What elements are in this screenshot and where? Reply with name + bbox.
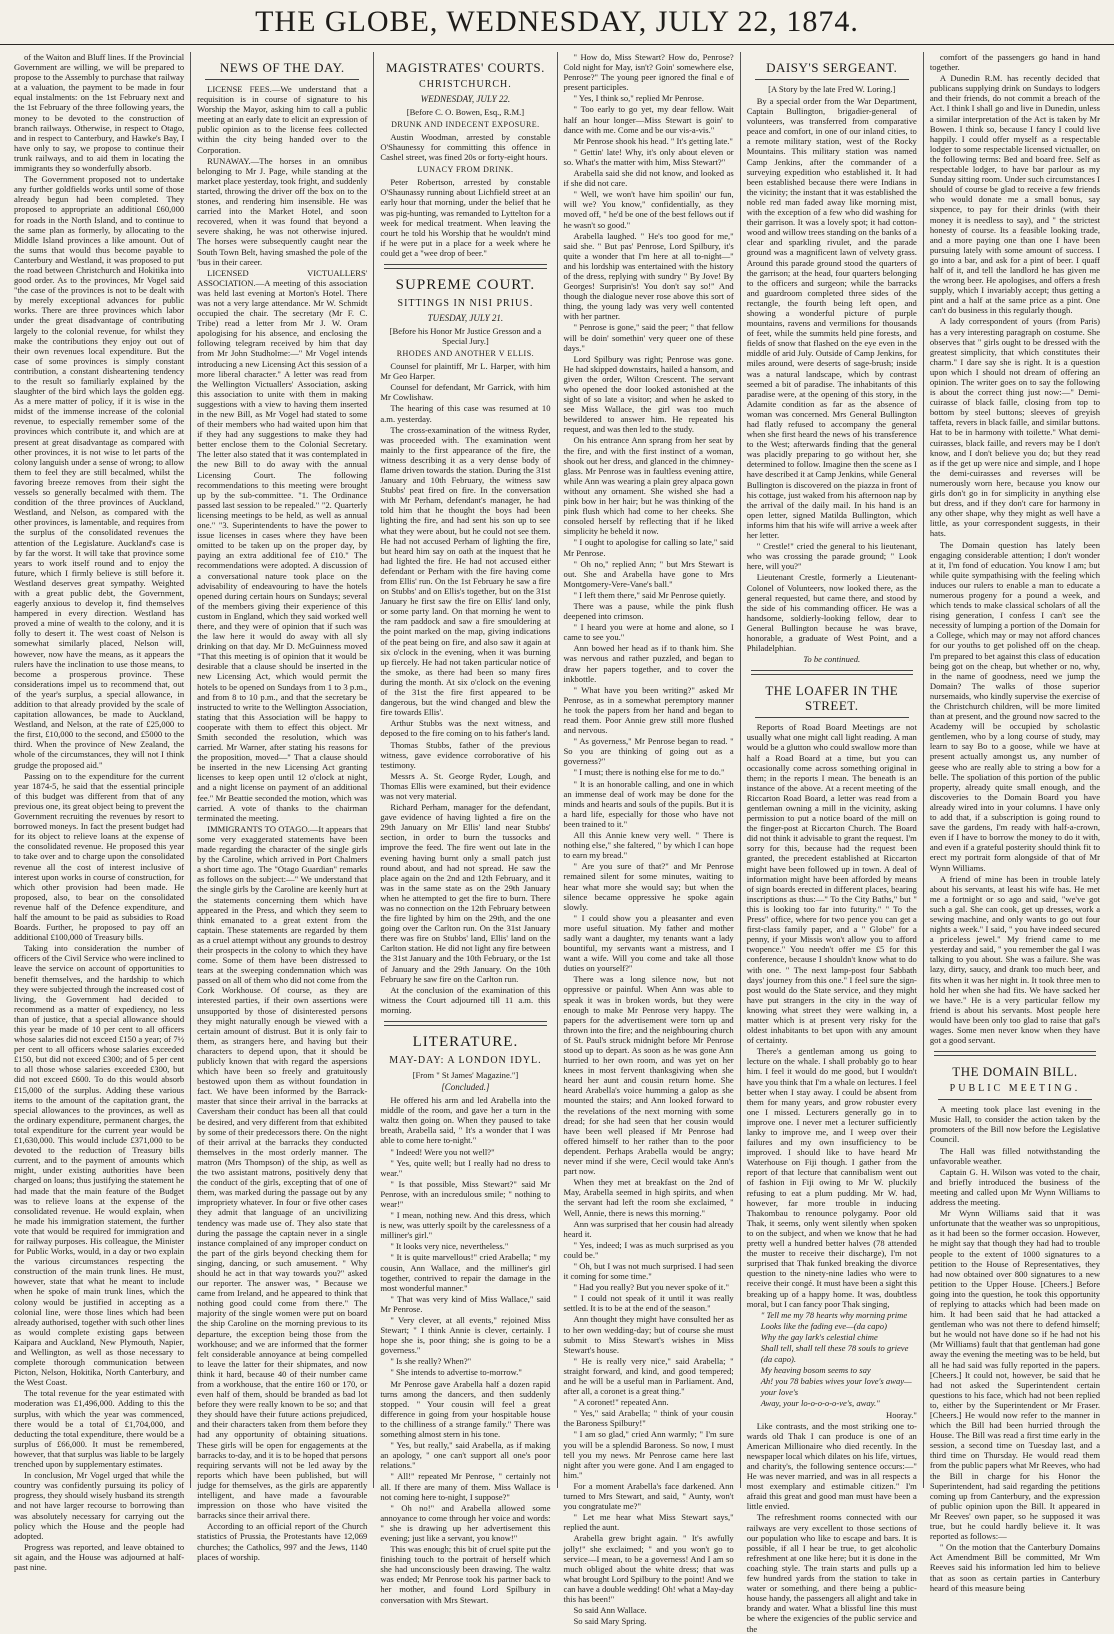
paragraph: " A coronet!" repeated Ann. xyxy=(573,1397,669,1408)
case-title: DRUNK AND INDECENT EXPOSURE. xyxy=(391,120,540,129)
paragraph: The Hall was filled notwithstanding the unfavorable weather. xyxy=(929,1145,1101,1166)
case-text: Austin Woodman, arrested by constable O'Shaunessy for committing this offence in Cashel street, was fined 20s or forty-eight hours. xyxy=(380,132,551,163)
poem xyxy=(747,1310,917,1409)
paragraph: The refreshment rooms connected with our railways are very excellent to those sections of our population who like to escape and bars. It is possible, if all I hear be true, to get alcoholic refreshment at one like here; but it is done in the coaching style. The train starts and pulls up a few hundred yards from the station to take in water or something, and there being a public-house handy, the passengers all alight and take in brandy and water. What a blissful line this must be where the exigencies of the public service and the xyxy=(746,1512,917,1634)
paragraph: " I ought to apologise for calling so late," said Mr Penrose. xyxy=(563,537,734,558)
paragraph: There was a long silence now, but not oppressive or painful. When Ann was able to speak it was in broken words, but they were enough to make Mr Penrose very happy. The papers for the advertisement were torn up and thrown into the fire; and the neighbouring church of St. Paul's struck midnight before Mr Penrose stood up to depart. As soon as he was gone Ann hurried to her own room, and was yet on her knees in most fervent thanksgiving when she heard her aunt and cousin return home. She heard Arabella's voice humming a galop as she mounted the stairs; and Ann looked forward to the revelations of the next morning with some dread; for she had seen that her cousin would have been well pleased if Mr Penrose had offered himself to her rather than to the poor dependent. Perhaps Arabella would be angry; never mind if she were, Cecil would take Ann's part now. xyxy=(563,974,734,1177)
paragraph: The Government proposed not to undertake any further goldfields works until some of those already begun had been completed. They proposed to appropriate an additional £60,000 for roads in the North Island, and to continue to the same plan as formerly, by allocating to the Middle Island provinces a like amount. Out of the sums that would thus become payable to Canterbury and Westland, it was proposed to put the road between Christchurch and Hokitika into good order. As to the provinces, Mr Vogel said "the case of the provinces is not to be dealt with by merely exceptional advances for public works. There are three provinces which labor under the great disadvantage of contributing largely to the colonial revenue, for whilst they make the contributions they enjoy out out of their own revenues local expenditure. But the case of some provinces is simply constant contribution, a constant disheartening tendency to the result so familiarly explained by the slaughter of the bird which lays the golden egg. As a mere matter of policy, if it is wise in the midst of the immense increase of the colonial revenue, to especially remember some of the provinces which contribute it, and which are at present at great disadvantage as compared with other provinces, it is not wise to let parts of the colony languish under a sense of wrong; to allow them to feel they are still becalmed, whilst the favoring breeze removes from their sight the vessels so generally becalmed with them. The condition of the three provinces of Auckland, Westland, and Nelson, as compared with the other provinces, is lamentable, and requires from the surplus of the consolidated revenues the attention of the Legislature. Auckland's case is by far the worst. It will take that province some years to work itself round and to enjoy the future, which I firmly believe is still before it. Westland deserves great sympathy. Weighted with a great public debt, the Government, eagerly anxious to develop it, find themselves hampered in every direction. Westland has proved a mine of wealth to the colony, and it is folly to desert it. The west coast of Nelson is somewhat similarly placed, Nelson will, however, now have the means, as it appears the rulers have the inclination to use those means, to become a prosperous province. These considerations impel us to recommend that, out of the year's surplus, a special allowance, in addition to that already provided by the scale of capitation allowances, be made to Auckland, Westland, and Nelson, at the rate of £25,000 to the first, £10,000 to the second, and £5000 to the third. When the province of New Zealand, the whole of the circumstances, they will not I think grudge the proposed aid." xyxy=(14,174,185,770)
paragraph: Richard Perham, manager for the defendant, gave evidence of having lighted a fire on the 29th January on Mr Ellis' land near Stubbs' section, in order to burn the tussocks and improve the feed. The fire went out late in the evening having burnt only a small patch just round about, and had not spread. He saw the place again on the 2nd and 12th February, and it was in the same state as on the 29th January when he attempted to get the fire to burn. There was no connection on the 12th February between the fire lighted by him on the 29th, and the one going over the Carlton run. On the 31st January there was fire on Stubbs' land, Ellis' land on the Carlton station. He did not light any fire between the 31st January and the 10th February, or the 1st of January and the 29th January. On the 10th February he saw fire on the Carlton run. xyxy=(380,802,551,984)
paragraph: Looks like the fading eve—(da capo) xyxy=(760,1320,887,1331)
paragraph: There was a pause, while the pink flush deepened into crimson. xyxy=(563,600,734,622)
paragraph: " Is that possible, Miss Stewart?" said Mr Penrose, with an incredulous smile; " nothing to wear!" xyxy=(380,1178,551,1209)
paragraph: " I am so glad," cried Ann warmly; " I'm sure you will be a splendid Baroness. So now, I must tell you my news. Mr Penrose came here last night after you were gone. And I am engaged to him." xyxy=(563,1429,734,1480)
paragraph: " I could show you a pleasanter and even more useful situation. My father and mother sadly want a daughter, my tenants want a lady bountiful, my servants want a mistress, and I want a wife. Will you come and take all those duties on yourself?" xyxy=(563,912,734,974)
paragraph: " Indeed! Were you not well?" xyxy=(390,1146,495,1157)
paragraph: " I mean, nothing new. And this dress, which is new, was utterly spoilt by the carelessness of a milliner's girl." xyxy=(380,1210,551,1241)
paragraph: " Too early to go yet, my dear fellow. Wait half an hour longer—Miss Stewart is goin' to dance with me. Come and be our vis-a-vis." xyxy=(563,104,734,135)
paragraph: " On the motion that the Canterbury Domains Act Amendment Bill be committed, Mr Wm Reeves said his information led him to believe that as soon as certain parties in Canterbury heard of this measure being xyxy=(929,1542,1101,1593)
paragraph: For a moment Arabella's face darkened. Ann turned to Mrs Stewart, and said, " Aunty, won't you congratulate me?" xyxy=(563,1480,734,1512)
paragraph: A lady correspondent of yours (from Paris) has a very interesting paragraph on costume. She observes that " girls ought to be dressed with the greatest simplicity, that which constitutes their charm." I dare say she is right. It is a question upon which I should not dream of offering an opinion. The writer goes on to say the following is about the correct thing just now:—" Demi-cuirasse of black faille, closing from top to bottom by steel buttons; sleeves of greyish taffeta, revers in black faille, and similar buttons. Hat to be in harmony with toilette." What demi-cuirasses, black faille, and revers may be I don't know, and I don't believe you do; but they read as if the get up were nice and simple, and I hope the demi-cuirasses and reverses will be numerously worn here, because you know our girls don't go in for simplicity in anything else but dress, and if they don't care for harmony in any other shape, why they might as well have a little, as your correspondent suggests, in their hats. xyxy=(929,316,1101,539)
paragraph: " Yes, but really," said Arabella, as if making an apology, " one can't support all one's poor relations." xyxy=(380,1440,551,1471)
case-title: RHODES AND ANOTHER V ELLIS. xyxy=(396,349,535,359)
paragraph: A meeting took place last evening in the Music Hall, to consider the action taken by the promoters of the Bill now before the Legislative Council. xyxy=(929,1104,1101,1145)
continued-note: To be continued. xyxy=(803,654,861,665)
paragraph: LICENSED VICTUALLERS' ASSOCIATION.—A meeting of this association was held last evening at Morton's Hotel. There was not a very large attendance. Mr W. Schmidt occupied the chair. The secretary (Mr F. C. Tribe) read a letter from Mr J. W. Oram apologising for his absence, and enclosing the following telegram received by him that day from Mr John Studholme:—" Mr Vogel intends introducing a new Licensing Act this session of a more liberal character." A letter was read from the Wellington Victuallers' Association, asking this association to unite with them in making suggestions with a view to having them inserted in the new Bill, as Mr Vogel had stated to some of their members who had waited upon him that if they had any suggestions to make they had better enclose them to the Colonial Secretary. The letter also stated that it was contemplated in the new Bill to do away with the annual Licensing Court. The following recommendations to this meeting were brought up by the sub-committee. "1. The Ordinance passed last session to be repealed." "2. Quarterly licensing meetings to be held, as well as annual one." "3. Superintendents to have the power to issue licenses in cases where they have been omitted to be taken up on the proper day, by paying an extra additional fee of £10." The recommendations were adopted. A discussion of a conversational nature took place on the advisability of endeavouring to have the hotels opened during certain hours on Sundays; several of the members giving their experience of this custom in England, which they said worked well there, and they were of opinion that if such was the law here it would do away with all sly drinking on that day. Mr D. McGuinness moved "That this meeting is of opinion that it would be desirable that a clause should be inserted in the new Licensing Act, which would permit the hotels to be opened on Sundays from 1 to 3 p.m., and from 8 to 10 p.m., and that the secretary be instructed to write to the Wellington Association, stating that this Association will be happy to cooperate with them to effect this object. Mr Smith seconded the resolution, which was carried. Mr Warner, after stating his reasons for the proposition, moved—" That a clause should be inserted in the new Licensing Act granting licenses to keep open until 12 o'clock at night, and a night license on payment of an additional fee." Mr Beattie seconded the motion, which was carried. A vote of thanks to the chairman terminated the meeting. xyxy=(197,267,368,823)
news-body xyxy=(197,84,367,1562)
paragraph: Thomas Stubbs, father of the previous witness, gave evidence corroborative of his testimony. xyxy=(380,739,551,770)
paragraph: " Yes," said Arabella; " think of your cousin the Baroness Spilbury!" xyxy=(563,1408,734,1429)
case-title: LUNACY FROM DRINK. xyxy=(417,165,514,175)
paragraph: " Let me hear what Miss Stewart says," replied the aunt. xyxy=(563,1512,734,1533)
paragraph: " What have you been writing?" asked Mr Penrose, as in a somewhat peremptory manner he took the papers from her hand and began to read them. Poor Annie grew still more flushed and nervous. xyxy=(563,684,734,736)
story-concluded: [Concluded.] xyxy=(441,1082,490,1093)
paragraph: " Crestle!" cried the general to his lieutenant, who was crossing the parade ground; " Look here, will you?" xyxy=(746,541,917,572)
supreme-court-body xyxy=(380,361,550,1015)
paragraph: " Oh, but I was not much surprised. I had seen it coming for some time." xyxy=(563,1260,734,1282)
divider xyxy=(384,1021,546,1026)
paragraph: Arabella grew bright again. " It's awfully jolly!" she exclaimed; " and you won't go to service—I mean, to be a governess! And I am so much obliged about the white dress; that was what brought Lord Spilbury to the point! And we can have a double wedding! Oh! what a May-day this has been!" xyxy=(563,1533,734,1604)
paragraph: " Is she really? When?" xyxy=(390,1356,472,1367)
paragraph: Lord Spilbury was right; Penrose was gone. He had skipped downstairs, hailed a hansom, and given the order, Wilton Crescent. The servant who opened the door looked astonished at the sight of so late a visitor; and when he asked to see Miss Wallace, the girl was too much bewildered to answer him. He repeated his request, and was then led to the study. xyxy=(563,353,734,435)
paragraph: According to an official report of the Church statistics of Prussia, the Protestants have 12,069 churches; the Catholics, 997 and the Jews, 1140 places of worship. xyxy=(197,1521,368,1562)
paragraph: " I must; there is nothing else for me to do." xyxy=(573,767,725,778)
paragraph: " All!" repeated Mr Penrose, " certainly not all. If there are many of them. Miss Wallace is not coming here to-night, I suppose?" xyxy=(380,1471,551,1502)
paragraph: " Had you really? But you never spoke of it." xyxy=(573,1282,729,1293)
paragraph: Passing on to the expenditure for the current year 1874-5, he said that the essential principle of this budget was different from that of any previous one, its great object being to prevent the Government recruiting the revenues by resort to borrowed moneys. In fact the present budget had for its object to relieve loans at the expense of the consolidated revenue. He proposed this year to take over and to charge upon the consolidated revenue all the cost of interest inclusive of interest upon works in course of construction, for which other provision had been made. He proposed, also, to bear on the consolidated revenue half of the Defence expenditure, and half the amount to be paid as subsidies to Road Boards. Further, he proposed to pay off an additional £100,000 of Treasury bills. xyxy=(14,770,185,943)
case-text: Peter Robertson, arrested by constable O'Shaunassy running about Lichfield street at an early hour that morning, under the belief that he was pig-hunting, was remanded to Lyttelton for a week for medical treatment. When leaving the court he told his Worship that he wouldn't mind if he were put in a place for a week where he could get a "wee drop of beer." xyxy=(380,177,551,258)
paragraph: This was enough; this bit of cruel spite put the finishing touch to the portrait of herself which she had unconsciously been drawing. The waltz was ended; Mr Penrose took his partner back to her mother, and found Lord Spilbury in conversation with Mrs Stewart. xyxy=(380,1544,551,1605)
paragraph: By a special order from the War Department, Captain Bullington, brigadier-general of volunteers, was transferred from comparative peace and comfort, in one of our inland cities, to a remote military station, west of the Rocky Mountains. This military station was named Camp Jenkins, after the commander of a surveying expedition who established it. It had been established because there were Indians in the vicinity; the instant that it was established the noble red man faded away like morning mist, with the exception of a few who did washing for their garrison. It was a lovely spot; it had cotton-wood and willow trees standing on the banks of a clear and sparkling rivulet, and the parade ground was a magnificent lawn of velvety grass. Around this parade ground stood the quarters of the garrison; at the head, four quarters belonging to the officers and surgeon; while the barracks and guardroom completed three sides of the rectangle, the fourth being left open, and showing a wonderful picture of purple mountains, ravens and vermilions for thousands of feet, while the summits held pine forests, and fields of snow that flashed on the eye even in the middle of arid July. Outside of Camp Jenkins, for miles around, were deserts of sage-brush; inside was a natural landscape, which by contrast seemed a bit of paradise. The inhabitants of this paradise were, at the opening of this story, in the Adamite condition as far as the absence of woman was concerned. Mrs General Bullington had flatly refused to accompany the general when she first heard the news of his transference to the West; afterwards finding that the general was placidly preparing to go without her, she determined to follow. Imagine then the scene as I have described it at Camp Jenkins, while General Bullington is discovered on the piazza in front of his cottage, just waked from his afternoon nap by the arrival of the daily mail. In his hand is an open letter, signed Matilda Bullington, which informs him that his wife will arrive a week after her letter. xyxy=(746,96,917,541)
paragraph: Counsel for plaintiff, Mr L. Harper, with him Mr Geo Harper. xyxy=(380,361,551,382)
paragraph: Ann was surprised that her cousin had already heard it. xyxy=(563,1218,734,1239)
paragraph: Counsel for defendant, Mr Garrick, with him Mr Cowlishaw. xyxy=(380,382,551,403)
story-byline: [A Story by the late Fred W. Loring.] xyxy=(768,84,896,94)
loafer-body-continued xyxy=(747,1421,917,1634)
paragraph: Arabella laughed. " He's too good for me," said she. " But pas' Penrose, Lord Spilbury, it's quite a wonder that I'm here at all to-night—" and his lordship was entertained with the history of the dress, replying with sundry " By Jove! By Georges! Surprisin's! You don't say so!" And though the dialogue never rose above this sort of thing, the young lady was very well contented with her partner. xyxy=(563,230,734,322)
paragraph: " Very clever, at all events," rejoined Miss Stewart; " I think Annie is clever, certainly. I hope she is, poor thing; she is going to be a governess." xyxy=(380,1315,551,1356)
poem-ending: Hooray." xyxy=(885,1409,917,1420)
paragraph: A friend of mine has been in trouble lately about his servants, at least his wife has. He met me a fortnight or so ago and said, "we've got such a gal. She can cook, get up dresses, work a sewing machine, and only wants to go out four nights a week." I said, " you have indeed secured a priceless jewel." My friend came to me yesterday and said, " you remember the gal I was talking to you about. She was a failure. She was lazy, dirty, saucy, and drank too much beer, and fits when it was her night in. It took three men to hold her when she had fits. We have sacked her we have." He is a very particular fellow my friend is about his servants. Most people here would have been only too glad to raise that gal's wages. Some men never know when they have got a good servant. xyxy=(929,873,1101,1046)
paragraph: So said Mary Spring. xyxy=(573,1616,647,1627)
paragraph: Why the gay lark's celestial chime xyxy=(760,1331,878,1342)
paragraph: " Tell me my 78 hearts why morning prime xyxy=(760,1309,908,1320)
column-3 xyxy=(374,52,557,1605)
paragraph: Ah! you 78 babies wives your love's away— xyxy=(760,1376,912,1387)
divider xyxy=(934,1051,1096,1056)
paragraph: Reports of Road Board Meetings are not usually what one might call light reading. A man would be a glutton who could swallow more than half a Road Board at a time, but you can occasionally come across something original in them; in the reports I mean. The beneath is an instance of the above. At a recent meeting of the Riccarton Road Board, a letter was read from a gentleman owning a mill in the vicinity, asking permission to put a notice board of the mill on the finger-post at Riccarton Church. The Board did not think it advisable to grant the request. I'm sorry for this, because had the request been granted, the precedent established at Riccarton might have been followed up in town. A deal of information might have been afforded by means of sign boards erected in different places, bearing inscriptions as thus:—" To the City Baths," but " this is looking too far into futurity." " To the Press" office, where for two pence you can get a first-class family paper, and a " Globe" for a penny, if your Missis won't allow you to afford twopence." You needn't offer me £5 for this conference, because I shouldn't know what to do with one. " The next lamp-post four Sabbath days' journey from this one." I feel sure the sign-post would do the State service, and they might have put strangers in the city in the way of knowing what street they were walking in, a matter which is at present very risky for the oldest inhabitants to bet upon with any amount of certainty. xyxy=(746,722,917,1046)
sittings-bench: [Before his Honor Mr Justice Gresson and a Special Jury.] xyxy=(389,326,542,347)
paragraph: He offered his arm and led Arabella into the middle of the room, and gave her a turn in the waltz then going on. When they paused to take breath, Arabella said, " It's a wonder that I was able to come here to-night." xyxy=(380,1095,551,1146)
paragraph: Arthur Stubbs was the next witness, and deposed to the fire coming on to his father's land. xyxy=(380,718,551,739)
paragraph: your love's xyxy=(760,1387,799,1398)
columns xyxy=(8,52,1106,1634)
paragraph: " Penrose is gone," said the peer; " that fellow will be doin' somethin' very queer one of these days." xyxy=(563,322,734,353)
paragraph: On his entrance Ann sprang from her seat by the fire, and with the first instinct of a woman, shook out her dress, and glanced in the chimney-glass. Mr Penrose was in faultless evening attire, while Ann was wearing a plain grey alpaca gown without any ornament. She wished she had a pink bow in her hair; but he was thinking of the pink flush which had come to her cheeks. She consoled herself by reflecting that if he liked simplicity he beheld it now. xyxy=(563,435,734,537)
news-heading: NEWS OF THE DAY. xyxy=(219,60,345,75)
meeting-report xyxy=(930,1104,1100,1593)
public-meeting-heading: PUBLIC MEETING. xyxy=(949,1083,1081,1095)
paragraph: RUNAWAY.—The horses in an omnibus belonging to Mr J. Page, while standing at the market place yesterday, took fright, and suddenly started, throwing the driver off the box on to the stones, and rendering him insensible. He was carried into the Market Hotel, and soon recovered, when it was found that beyond a severe shaking, he was not otherwise injured. The horses were subsequently caught near the South Town Belt, having smashed the pole of the 'bus in their career. xyxy=(197,155,368,267)
paragraph: The total revenue for the year estimated with moderation was £1,496,000. Adding to this the surplus, with which the year was commenced, there would be a total of £1,704,000, and deducting the total expenditure, there would be a surplus of £66,000. It must be remembered, however, that that surplus was liable to be largely trenched upon by supplementary estimates. xyxy=(14,1388,185,1470)
paragraph: " I could not speak of it until it was really settled. It is to be at the end of the season." xyxy=(563,1293,734,1314)
paragraph: Away, your lo-o-o-o-o-ve's, away." xyxy=(760,1398,880,1409)
story-heading: DAISY'S SERGEANT. xyxy=(766,60,898,75)
story-body xyxy=(747,96,917,653)
paragraph: The Domain question has lately been engaging considerable attention; I don't wonder at it, I'm fond of education. You know I am; but while quite sympathising with the feeling which induces our rulers to enable a man to educate a numerous progeny for a pound a week, and which tends to make classical scholars of all the rising generation, I confess I can't see the necessity of lumping a portion of the Domain for a College, which may or may not afford chances for our youths to get polished off on the cheap. I'm prepared to bet against this class of education being got on the cheap, but whether or no, why, in the name of goodness, need we jump the Domain? The walks of those superior nursemaids, who kindly supervise the exercise of the Christchurch children, will be more limited than at present, and the ground now sacred to the Academy will be occupied by scholastic gentlemen, who by a long course of study, may learn to say Bo to a goose, while we have at present actually amongst us, any number of geese who are really able to string a bow for a belle. The spoliation of this portion of the public property, already quite small enough, and the discoveries to the Domain Board you have already wired into in your columns. I have only to add that, if a subscription is going round to save the gardens, I'm ready with half-a-crown, even if I have to borrow the money to do it with, and even if a grateful posterity should think fit to erect my portrait form alongside of that of Mr Wynn Williams. xyxy=(929,539,1101,873)
paragraph: " Oh no!" and Arabella allowed some annoyance to come through her voice and words: " she is drawing up her advertisement this evening; just like a servant, you know!" xyxy=(380,1502,551,1543)
paragraph: Ann bowed her head as if to thank him. She was nervous and rather puzzled, and began to draw her papers together, and to cover the inkbottle. xyxy=(563,643,734,684)
divider xyxy=(751,670,913,675)
domain-bill-heading: THE DOMAIN BILL. xyxy=(952,1064,1078,1080)
paragraph: Taking into consideration the number of officers of the Civil Service who were inclined to leave the service on account of opportunities to benefit themselves, and the hardship to which they were subjected through the increased cost of living, the Government had decided to recommend as a matter of expediency, no less than of justice, that a special allowance should this year be made of 10 per cent to all officers whose salaries did not exceed £150 a year; of 7½ per cent to all officers whose salaries exceeded £150, but did not exceed £300; and of 5 per cent to all those whose salaries exceeded £300, but did not exceed £600. To do this would absorb £15,000 of the surplus. Adding these various items to the amount of the capitation grant, the special allowances to the provinces, as well as the ordinary expenditure, permanent charges, the total expenditure for the current year would be £1,630,000. This would include £371,000 to be devoted to the reduction of Treasury bills current, and to the payment of amounts which might, under existing authorities have been charged on loans; thus justifying the statement he had made that the main feature of the Budget was to relieve loans at the expense of the consolidated revenue. He would explain, when he made his immigration statement, the further vote that would be required for immigration and for railway purposes. His colleague, the Minister for Public Works, would, in a day or two explain the various circumstances respecting the construction of the main trunk lines. He must, however, state that what he meant to include when he spoke of main trunk lines, which the colony would be justified in accepting as a colonial line, were those lines which had been already authorised, together with such other lines as would complete existing gaps between Kaipara and Auckland, New Plymouth, Napier, and Wellington, as well as those necessary to complete thorough communication between Picton, Nelson, Hokitika, North Canterbury, and the West Coast. xyxy=(14,943,185,1388)
paragraph: My heaving bosom seems to say xyxy=(760,1365,871,1376)
paragraph: A Dunedin R.M. has recently decided that publicans supplying drink on Sundays to lodgers and their friends, do not commit a breach of the Act. I think I shall go and live in Dunedin, unless a similar interpretation of the Act is taken by Mr Bowen. I think so, because I fancy I could live happily. I could offer myself as a respectable lodger to some respectable licensed victualler, on the following terms: Bed and board free. Self as respectable lodger, to have bar parlour as my Sunday sitting room. Under such circumstances I should of course be glad to receive a few friends who would donate me a small bonus, say sixpence, to pay for their drinks (with their money it is needless to say), and " the strictest honesty of course. Its a feasible looking trade, and a more paying one than one I have been pursuing lately with some amount of success. I go into a bar, and ask for a pint of beer. I quaff half of it, and tell the landlord he has given me the wrong beer. He apologises, and offers a fresh supply, which I invariably accept; thus getting a pint and a half at the same price as a pint. One can't do business in this regularly though. xyxy=(929,73,1101,316)
paragraph: " It is an honorable calling, and one in which an immense deal of work may be done for the minds and hearts and souls of the pupils. But it is a hard life, especially for those who have not been trained to it." xyxy=(563,778,734,829)
sittings-subheading: SITTINGS IN NISI PRIUS. xyxy=(397,298,534,310)
masthead-title: THE GLOBE, WEDNESDAY, JULY 22, 1874. xyxy=(255,5,859,38)
divider xyxy=(755,717,909,718)
paragraph: At the conclusion of the examination of this witness the Court adjourned till 11 a.m. this morning. xyxy=(380,984,551,1015)
paragraph: When they met at breakfast on the 2nd of May, Arabella seemed in high spirits, and when the servant had left the room she exclaimed, " Well, Annie, there is news this morning." xyxy=(563,1177,734,1218)
paragraph: Shall tell, shall tell these 78 souls to grieve xyxy=(760,1342,909,1353)
divider xyxy=(755,79,909,80)
paragraph: IMMIGRANTS TO OTAGO.—It appears that some very exaggerated statements have been made regarding the character of the single girls by the Caroline, which arrived in Port Chalmers a short time ago. The "Otago Guardian" remarks as follows on the subject:—" We understand that the single girls by the Caroline are keenly hurt at the statements concerning them which have appeared in the Press, and which they seem to think emanated to a great extent from the captain. These statements are regarded by them as a cruel attempt without any grounds to destroy their prospects in the colony to which they have come. Some of them have been distressed to tears at the sweeping condemnation which was passed on all of them who did not come from the Cork Workhouse. Of course, as they are interested parties, if their own assertions were unsupported by those of disinterested persons they might naturally enough be viewed with a certain amount of distrust. But it is only fair to them, as strangers here, and having but their characters to depend upon, that it should be publicly known that with regard the aspersions which have been so freely and gratuitously bestowed upon them as without foundation in fact. We have been informed by the Barrack-master that since their arrival in the barracks at Caversham their conduct has been all that could be desired, and very different from that exhibited by some of their predecessors there. On the night of their arrival at the barracks they conducted themselves in the most orderly manner. The matron (Mrs Thompson) of the ship, as well as the two assistant matrons, positively deny that the conduct of the girls, excepting that of one of them, was marked during the passage out by any impropriety whatever. In four or five other cases they admit that language of an uncivilizing tendency was made use of. They also state that during the passage the captain never in a single instance complained of any improper conduct on the part of the girls beyond checking them for singing, dancing, or such amusement. " Why should he act in that way towards you?" asked our reporter. The answer was, " Because we came from Ireland, and he appeared to think that nothing good could come from there." The majority of the single women were put on board the ship Caroline on the morning previous to its departure, the exception being those from the workhouse; and we are informed that the former felt considerable annoyance at being compelled to leave the latter for their shipmates, and now think it hard, because 40 of their number came from a workhouse, that the entire 160 or 170, or even half of them, should be branded as bad lot before they were really known to be so; and that they should have their future actions prejudiced, and their characters taken from them before they had any opportunity of obtaining situations. These girls will be open for engagements at the barracks to-day, and it is to be hoped that persons requiring servants will not be led away by the reports which have been published, but will judge for themselves, as the girls are apparently intelligent, and have made a favourable impression on those who have visited the barracks since their arrival there. xyxy=(197,823,368,1521)
divider xyxy=(938,1099,1092,1100)
column-6 xyxy=(924,52,1106,1593)
paragraph: " Well, we won't have him spoilin' our fun, will we? You know," confidentially, as they moved off, " he'd be one of the best fellows out if he wasn't so good." xyxy=(563,189,734,230)
paragraph: All this Annie knew very well. " There is nothing else," she faltered, " by which I can hope to earn my bread." xyxy=(563,830,734,861)
paragraph: Progress was reported, and leave obtained to sit again, and the House was adjourned at half-past nine. xyxy=(14,1541,185,1572)
paragraph: Arabella said she did not know, and looked as if she did not care. xyxy=(563,168,734,189)
column-4 xyxy=(558,52,741,1627)
paragraph: So said Ann Wallace. xyxy=(573,1605,647,1616)
divider xyxy=(384,264,546,269)
column-5 xyxy=(741,52,924,1634)
story-body xyxy=(380,1095,550,1605)
paragraph: Captain G. H. Wilson was voted to the chair, and briefly introduced the business of the meeting and called upon Mr Wynn Williams to address the meeting. xyxy=(929,1166,1101,1208)
paragraph: Like contrasts, and the most striking one to-wards old Thak I can produce is one of an American Millionaire who died recently. In the newspaper local which dilates on his life, virtues, and charity's, the following sentence occurs:—" He was never married, and was in all respects a most exemplary and estimable citizen." I'm afraid this great and good man must have been a little envied. xyxy=(746,1420,917,1512)
paragraph: " As governess," Mr Penrose began to read. " So you are thinking of going out as a governess?" xyxy=(563,736,734,767)
loafer-heading: THE LOAFER IN THE STREET. xyxy=(765,683,899,714)
paragraph: Ann thought they might have consulted her as to her own wedding-day; but of course she must submit to Miss Stewart's wishes in Miss Stewart's house. xyxy=(563,1314,734,1355)
paragraph: The hearing of this case was resumed at 10 a.m. yesterday. xyxy=(380,403,551,424)
court-bench: [Before C. O. Bowen, Esq., R.M.] xyxy=(406,107,525,117)
paragraph: Mr Penrose gave Arabella half a dozen rapid turns among the dancers, and then suddenly stopped. " Your cousin will feel a great difference in going from your hospitable house to the chilliness of a strange family." There was something almost stern in his tone. xyxy=(380,1378,551,1440)
paragraph: " It is quite marvellous!" cried Arabella; " my cousin, Ann Wallace, and the milliner's girl together, contrived to repair the damage in the most wonderful manner." xyxy=(380,1252,551,1293)
masthead xyxy=(0,0,1114,45)
paragraph: Lieutenant Crestle, formerly a Lieutenant-Colonel of Volunteers, now looked there, as the general requested, but came there, and stood by the side of his commanding officer. He was a handsome, soldierly-looking fellow, dear to General Bullington because he was brave, honorable, a graduate of West Point, and a Philadelphian. xyxy=(746,572,917,654)
paragraph: Mr Penrose shook his head. " It's getting late." xyxy=(573,135,733,146)
paragraph: There's a gentleman among us going to lecture on the whale. I shall probably go to hear him. I feel it would do me good, but I wouldn't have you think that I'm a whale on lectures. I feel better when I stay away. I could be absent from them for many years, and grow robuster every one I missed. Lecturers generally go in to improve one. I never met a lecturer sufficiently lanky to improve me, and I weep over their failures and my own insufficiency to be improved. I should like to have heard Mr Waterhouse on Fiji though. I gather from the report of that lecture that cannibalism went out of fashion in Fiji owing to Mr W. pluckily refusing to eat a plum pudding. Mr W. had, however, far more trouble in inducing Thakombau to renounce polygamy. Poor old Thak, it seems, only went silently when spoken to on the subject, and when we know that he had pretty well a hundred better halves (78 attended the muster to receive their discharge), I'm not surprised that Thak funked breaking the divorce question to the ninety-nine ladies who were to receive their congé. It must have been a sight this breaking up of a happy home. It was, doubtless moral, but I can fancy poor Thak singing, xyxy=(746,1046,917,1309)
paragraph: of the Waiton and Bluff lines. If the Provincial Government are willing, we will be prepared to propose to the Assembly to purchase that railway at a valuation, the payment to be made in four equal instalments: on the 1st February next and the 1st February of the three following years, the money to be devoted to the construction of branch railways. Otherwise, in respect to Otago, and in respect to Canterbury, and Hawke's Bay, I have only to say, we propose to continue their trunk railways, and to aid them in locating the immigrants they so wonderfully absorb. xyxy=(14,52,185,174)
paragraph: " I left them there," said Mr Penrose quietly. xyxy=(573,589,726,600)
paragraph: " Gettin' late! Why, it's only about eleven or so. What's the matter with him, Miss Stewart?" xyxy=(563,146,734,167)
paragraph: The cross-examination of the witness Ryder, was proceeded with. The examination went mainly to the first appearance of the fire, the witness describing it as a very dense body of flame driven towards the station. During the 31st January and 10th February, the witness saw Stubbs' peat fired on fire. In the conversation with Mr Perham, defendant's manager, he had told him that he thought the boys had been lighting the fire, and had sent his son up to see what they were about, but he could not see them. He had not accused Perham of lighting the fire, but heard him say on oath at the inquest that he had lighted the fire. He had not accused either defendant or Perham with the fire having come from Ellis' run. On the 1st February he saw a fire on Stubbs' and on Ellis's together, but on the 31st January he first saw the fire on Ellis' land only, or some party land. On that morning he went to the ram paddock and saw a fire smouldering at the point marked on the map, giving indications of the peat being on fire, and also saw it again at six o'clock in the evening, when it was burning up fiercely. He had not taken particular notice of the smoke, as there had been so many fires during the month. At six o'clock on the evening of the 31st the fire first appeared to be dangerous, but the wind changed and blew the fire towards Ellis'. xyxy=(380,424,551,718)
paragraph: Messrs A. St. George Ryder, Lough, and Thomas Ellis were examined, but their evidence was not very material. xyxy=(380,770,551,801)
paragraph: " Oh no," replied Ann; " but Mrs Stewart is out. She and Arabella have gone to Mrs Montgomery-Vere-Vane's ball." xyxy=(563,558,734,589)
paragraph: " Yes, indeed; I was as much surprised as you could be." xyxy=(563,1239,734,1260)
paragraph: " Are you sure of that?" and Mr Penrose remained silent for some minutes, waiting to hear what more she would say; but when the silence became oppressive he spoke again slowly. xyxy=(563,861,734,912)
divider xyxy=(205,79,359,80)
story-source: [From " St James' Magazine."] xyxy=(412,1070,519,1081)
court-location: CHRISTCHURCH. xyxy=(419,79,512,90)
paragraph: " Yes, quite well; but I really had no dress to wear." xyxy=(380,1157,551,1178)
paragraph: Mr Wynn Williams said that it was unfortunate that the weather was so unpropitious, as it had been so the former occasion. However, he might say that though they had had to trouble people to the extent of 1000 signatures to a petition to the House of Representatives, they had now obtained over 800 signatures to a new petition to the Upper House. [Cheers.] Before going into the question, he took this opportunity of replying to attacks which had been made on him. It had been said that he had attacked a gentleman who was not there to defend himself; but he would not have done so if he had not his (Mr Williams) fault that that gentleman had gone away the evening the meeting was to be held, but all he had said was fully reported in the papers. [Cheers.] It could not, however, be said that he had not asked the Superintendent certain questions to his face, which had not been replied to, either by the Superintendent or Mr Fraser. [Cheers.] He would now refer to the manner in which the Bill had been hurried through the House. The Bill was read a first time early in the session, a second time on Tuesday last, and a third time on Thursday. He would read them from the public papers what Mr Reeves, who had the Bill in charge for his Honor the Superintendent, had said regarding the petitions coming up from Canterbury, and the expression of public opinion upon the Bill. It appeared in Mr Reeves' own paper, so he supposed it was true, but he could hardly believe it. It was reported as follows:— xyxy=(929,1208,1101,1542)
paragraph: " She intends to advertise to-morrow." xyxy=(390,1367,522,1378)
paragraph: " He is really very nice," said Arabella; " straight forward, and kind, and good tempered; and he will be a useful man in Parliament. And, after all, a coronet is a great thing." xyxy=(563,1355,734,1397)
column-2 xyxy=(191,52,374,1562)
literature-heading: LITERATURE. xyxy=(412,1034,519,1051)
paragraph: " It looks very nice, nevertheless." xyxy=(390,1241,509,1252)
paragraph: comfort of the passengers go hand in hand together. xyxy=(929,52,1101,73)
paragraph: " That was very kind of Miss Wallace," said Mr Penrose. xyxy=(380,1293,551,1314)
story-title: MAY-DAY: A LONDON IDYL. xyxy=(389,1055,542,1067)
sittings-date: TUESDAY, JULY 21. xyxy=(427,313,504,324)
loafer-conclusion xyxy=(930,52,1100,1045)
column-1 xyxy=(8,52,191,1572)
supreme-court-heading: SUPREME COURT. xyxy=(395,277,536,294)
magistrates-heading: MAGISTRATES' COURTS. xyxy=(385,60,545,75)
paragraph: In conclusion, Mr Vogel urged that while the country was confidently pursuing its policy of progress, they should wisely husband its strength and not have larger recourse to borrowing than was absolutely necessary for carrying out the policy which the House and the people had adopted. xyxy=(14,1470,185,1541)
paragraph: " I heard you were at home and alone, so I came to see you." xyxy=(563,622,734,643)
paragraph: (da capo). xyxy=(760,1354,797,1365)
paragraph: " How do, Miss Stewart? How do, Penrose? Cold night for May, isn't? Goin' somewhere else, Penrose?" The young peer ignored the final e of present participles. xyxy=(563,52,734,93)
court-date: WEDNESDAY, JULY 22. xyxy=(420,94,511,104)
paragraph: " Yes, I think so," replied Mr Penrose. xyxy=(573,93,704,104)
loafer-body xyxy=(747,722,917,1308)
paragraph: LICENSE FEES.—We understand that a requisition is in course of signature to his Worship the Mayor, asking him to call a public meeting at an early date to elicit an expression of public opinion as to the license fees collected within the city being handed over to the Corporation. xyxy=(197,84,368,155)
